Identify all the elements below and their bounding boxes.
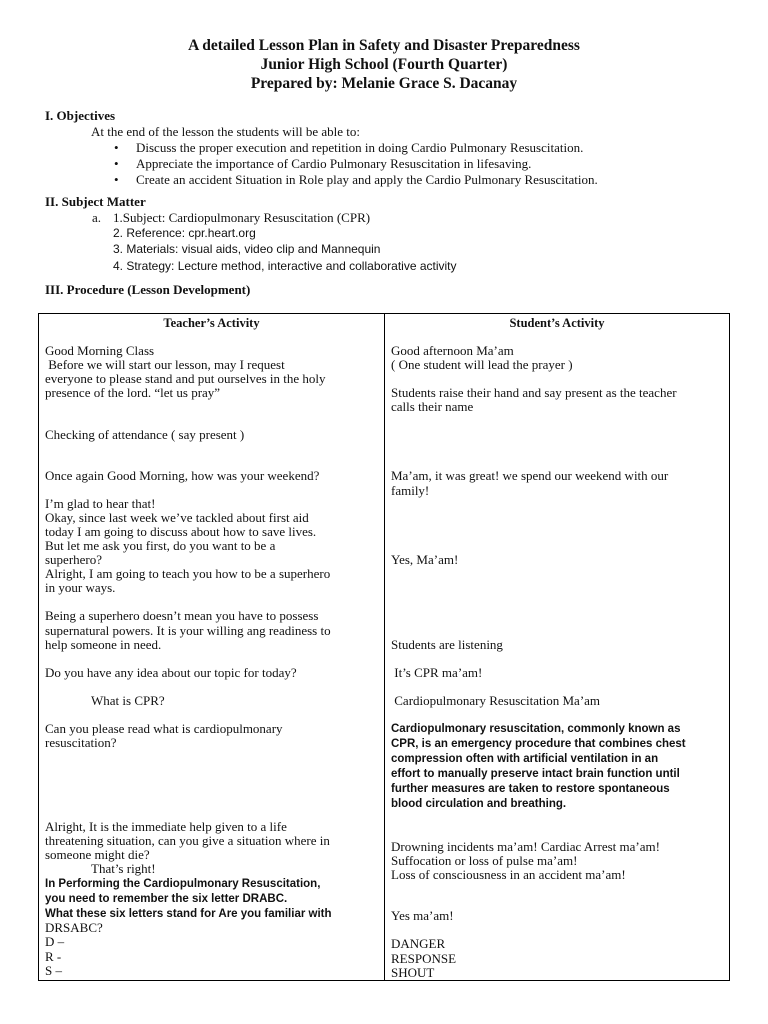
objectives-intro: At the end of the lesson the students will be able to: bbox=[91, 124, 360, 139]
teacher-topic-question: Do you have any idea about our topic for today? bbox=[45, 665, 297, 680]
teacher-prayer-line: everyone to please stand and put ourselves in the holy bbox=[45, 371, 326, 386]
teacher-thats-right: That’s right! bbox=[91, 861, 156, 876]
document-title: A detailed Lesson Plan in Safety and Disaster Preparedness bbox=[188, 37, 580, 54]
teacher-drabc-line: you need to remember the six letter DRABC. bbox=[45, 893, 288, 905]
teacher-line: Okay, since last week we’ve tackled about first aid bbox=[45, 510, 309, 525]
teacher-prayer-line: presence of the lord. “let us pray” bbox=[45, 385, 221, 400]
column-divider bbox=[384, 314, 385, 980]
student-activity-header: Student’s Activity bbox=[509, 316, 605, 330]
teacher-activity-header: Teacher’s Activity bbox=[163, 316, 260, 330]
student-line: Ma’am, it was great! we spend our weekend with our bbox=[391, 468, 669, 483]
student-definition-line: compression often with artificial ventilation in an bbox=[391, 753, 659, 765]
teacher-line: Being a superhero doesn’t mean you have to possess bbox=[45, 608, 319, 623]
student-line: calls their name bbox=[391, 399, 474, 414]
student-definition-line: Cardiopulmonary resuscitation, commonly known as bbox=[391, 723, 681, 735]
student-shout: SHOUT bbox=[391, 965, 435, 980]
teacher-prayer-line: Before we will start our lesson, may I request bbox=[45, 357, 285, 372]
subject-marker: a. bbox=[92, 210, 102, 225]
teacher-line: superhero? bbox=[45, 552, 103, 567]
teacher-weekend: Once again Good Morning, how was your weekend? bbox=[45, 468, 320, 483]
student-line: Students raise their hand and say present as the teacher bbox=[391, 385, 677, 400]
teacher-line: today I am going to discuss about how to save lives. bbox=[45, 524, 317, 539]
reference-line: 2. Reference: cpr.heart.org bbox=[113, 226, 256, 240]
student-danger: DANGER bbox=[391, 936, 446, 951]
teacher-line: threatening situation, can you give a situation where in bbox=[45, 833, 330, 848]
strategy-line: 4. Strategy: Lecture method, interactive and collaborative activity bbox=[113, 259, 457, 273]
student-line: Suffocation or loss of pulse ma’am! bbox=[391, 853, 578, 868]
teacher-letter-s: S – bbox=[45, 963, 62, 978]
procedure-table bbox=[38, 313, 730, 981]
teacher-line: Can you please read what is cardiopulmonary bbox=[45, 721, 283, 736]
teacher-line: DRSABC? bbox=[45, 920, 103, 935]
teacher-line: I’m glad to hear that! bbox=[45, 496, 156, 511]
teacher-letter-r: R - bbox=[45, 949, 62, 964]
student-cpr-answer: It’s CPR ma’am! bbox=[391, 665, 483, 680]
student-line: Drowning incidents ma’am! Cardiac Arrest ma’am! bbox=[391, 839, 660, 854]
student-cardio-answer: Cardiopulmonary Resuscitation Ma’am bbox=[391, 693, 601, 708]
teacher-line: Alright, I am going to teach you how to be a superhero bbox=[45, 566, 331, 581]
subject-line: 1.Subject: Cardiopulmonary Resuscitation (CPR) bbox=[113, 210, 371, 225]
teacher-greeting: Good Morning Class bbox=[45, 343, 155, 358]
student-definition-line: CPR, is an emergency procedure that combines chest bbox=[391, 738, 686, 750]
objectives-list bbox=[112, 140, 598, 188]
student-definition-line: blood circulation and breathing. bbox=[391, 798, 567, 810]
teacher-line: help someone in need. bbox=[45, 637, 162, 652]
procedure-heading: III. Procedure (Lesson Development) bbox=[45, 282, 251, 297]
objective-item: • Discuss the proper execution and repetition in doing Cardio Pulmonary Resuscitation. bbox=[112, 140, 598, 156]
materials-line: 3. Materials: visual aids, video clip and Mannequin bbox=[113, 242, 381, 256]
student-afternoon: Good afternoon Ma’am bbox=[391, 343, 514, 358]
teacher-attendance: Checking of attendance ( say present ) bbox=[45, 427, 245, 442]
student-definition-line: further measures are taken to restore spontaneous bbox=[391, 783, 670, 795]
student-definition-line: effort to manually preserve intact brain function until bbox=[391, 768, 680, 780]
teacher-letter-d: D – bbox=[45, 934, 65, 949]
student-yes: Yes, Ma’am! bbox=[391, 552, 459, 567]
teacher-line: supernatural powers. It is your willing ang readiness to bbox=[45, 623, 331, 638]
teacher-line: resuscitation? bbox=[45, 735, 117, 750]
student-line: family! bbox=[391, 483, 430, 498]
student-line: Loss of consciousness in an accident ma’am! bbox=[391, 867, 626, 882]
document-subtitle: Junior High School (Fourth Quarter) bbox=[260, 56, 508, 73]
teacher-line: in your ways. bbox=[45, 580, 116, 595]
prepared-by: Prepared by: Melanie Grace S. Dacanay bbox=[250, 75, 518, 92]
teacher-drabc-line: In Performing the Cardiopulmonary Resuscitation, bbox=[45, 878, 321, 890]
teacher-drabc-line: What these six letters stand for Are you familiar with bbox=[45, 908, 332, 920]
student-response: RESPONSE bbox=[391, 951, 457, 966]
objective-item: • Appreciate the importance of Cardio Pulmonary Resuscitation in lifesaving. bbox=[112, 156, 598, 172]
teacher-line: Alright, It is the immediate help given to a life bbox=[45, 819, 287, 834]
student-yes-maam: Yes ma’am! bbox=[391, 908, 454, 923]
objectives-heading: I. Objectives bbox=[45, 108, 116, 123]
teacher-line: someone might die? bbox=[45, 847, 150, 862]
objective-item: • Create an accident Situation in Role play and apply the Cardio Pulmonary Resuscitation. bbox=[112, 172, 598, 188]
teacher-line: But let me ask you first, do you want to be a bbox=[45, 538, 276, 553]
teacher-what-is-cpr: What is CPR? bbox=[91, 693, 165, 708]
student-listening: Students are listening bbox=[391, 637, 503, 652]
subject-matter-heading: II. Subject Matter bbox=[45, 194, 146, 209]
student-prayer: ( One student will lead the prayer ) bbox=[391, 357, 573, 372]
